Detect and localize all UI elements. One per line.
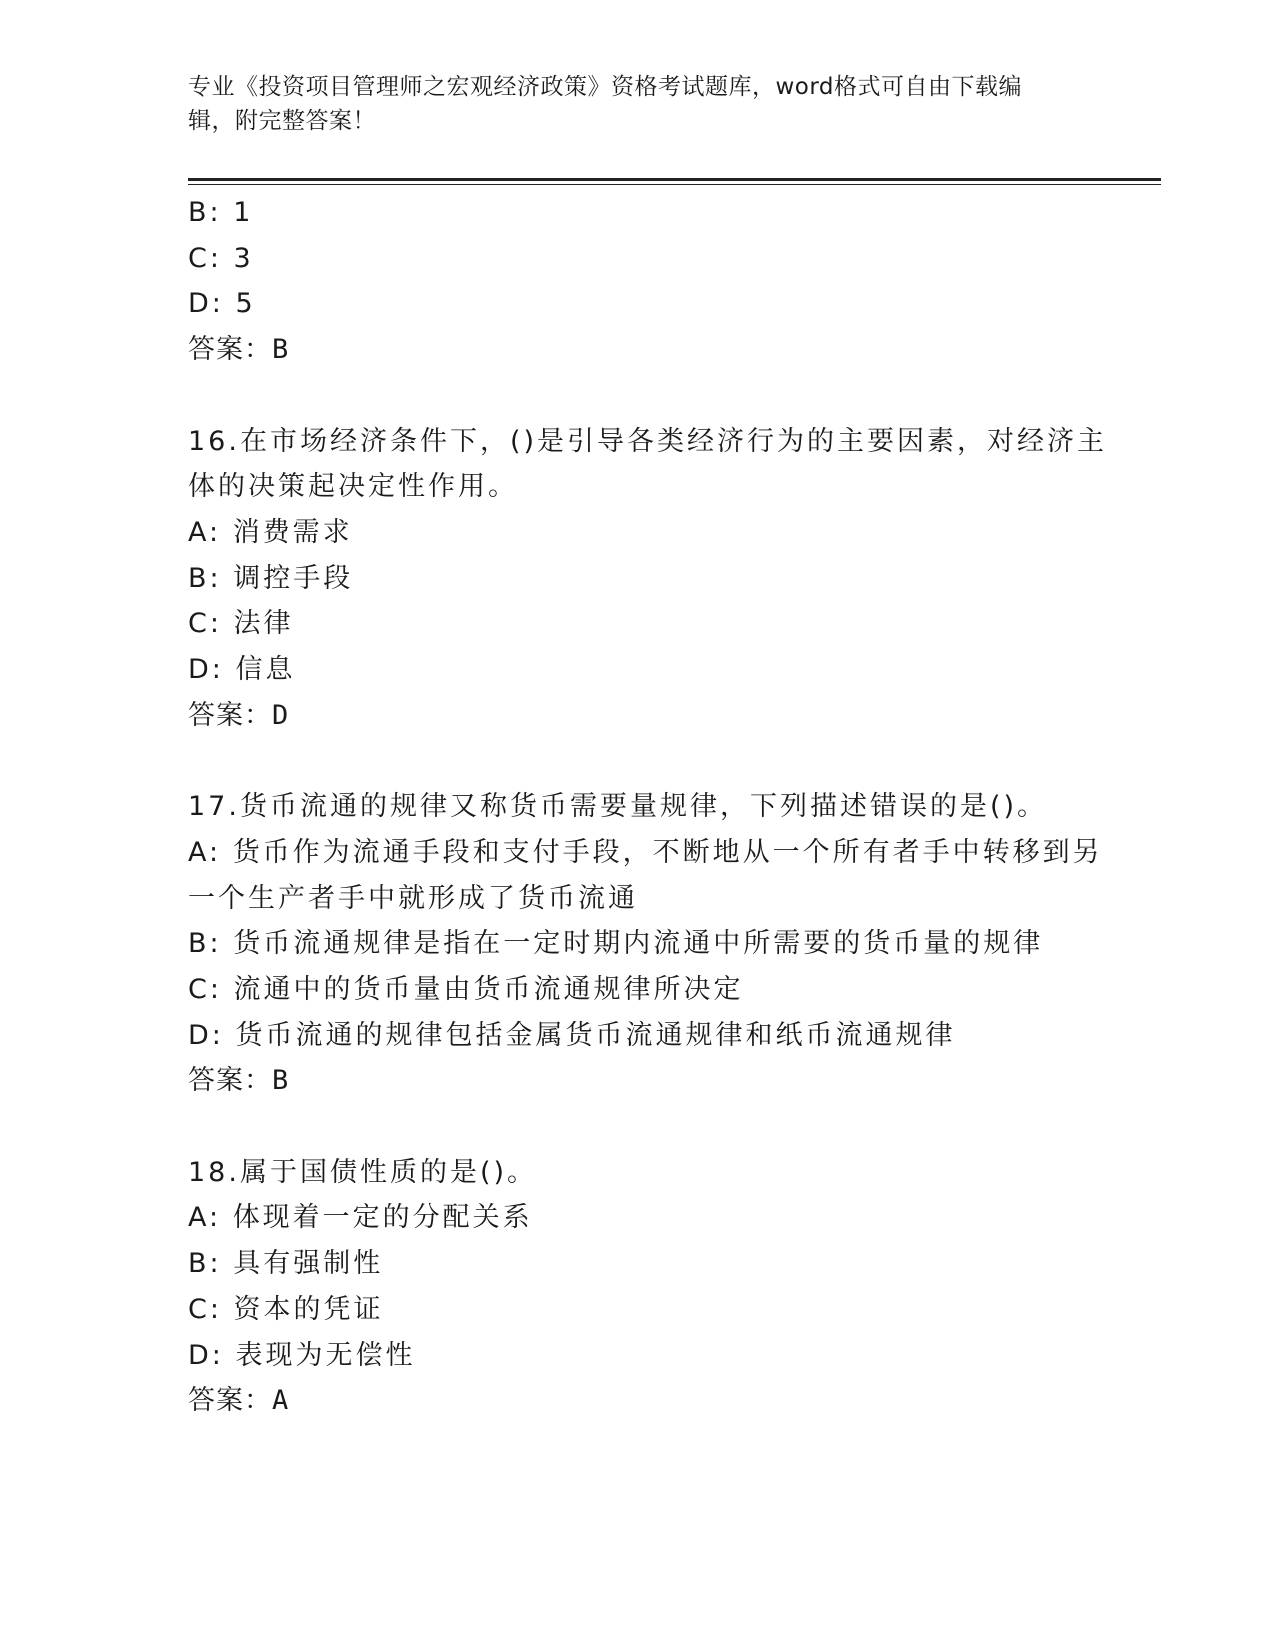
question-stem: 体的决策起决定性作用。 xyxy=(188,471,518,503)
option-a-continued: 一个生产者手中就形成了货币流通 xyxy=(188,882,638,914)
option-text: 货币流通的规律包括金属货币流通规律和纸币流通规律 xyxy=(235,1019,956,1051)
option-d xyxy=(188,1333,1088,1379)
option-label: A: xyxy=(188,836,222,868)
option-a xyxy=(188,1195,1088,1241)
option-text: 1 xyxy=(233,197,254,228)
spacer xyxy=(188,738,1088,784)
option-c xyxy=(188,967,1088,1013)
prev-question-block xyxy=(188,190,1088,373)
option-c xyxy=(188,601,1088,647)
option-text: 法律 xyxy=(233,608,294,640)
option-label: B: xyxy=(188,928,222,960)
option-label: D: xyxy=(188,1019,224,1051)
option-text: 体现着一定的分配关系 xyxy=(232,1202,533,1234)
spacer xyxy=(188,373,1088,419)
option-label: D: xyxy=(188,654,224,686)
option-text: 货币流通规律是指在一定时期内流通中所需要的货币量的规律 xyxy=(233,928,1044,960)
option-text: 表现为无偿性 xyxy=(235,1339,416,1371)
option-label: A: xyxy=(188,516,222,548)
option-text: 5 xyxy=(235,288,256,320)
option-text: 3 xyxy=(233,242,254,274)
option-c xyxy=(188,1287,1088,1333)
answer-line: 答案：B xyxy=(188,1065,290,1097)
option-d xyxy=(188,281,1088,327)
option-label: B: xyxy=(188,1248,222,1280)
option-label: C: xyxy=(188,973,222,1005)
header-divider-thin xyxy=(188,184,1161,185)
option-a xyxy=(188,510,1088,556)
answer-line: 答案：B xyxy=(188,334,290,366)
option-text: 信息 xyxy=(235,654,296,686)
answer-line: 答案：D xyxy=(188,699,290,731)
option-text: 流通中的货币量由货币流通规律所决定 xyxy=(233,973,744,1005)
option-b xyxy=(188,921,1088,967)
option-c xyxy=(188,236,1088,282)
header-line-1: 专业《投资项目管理师之宏观经济政策》资格考试题库，word格式可自由下载编 xyxy=(188,74,1023,100)
spacer xyxy=(188,1104,1088,1150)
question-stem: 18.属于国债性质的是()。 xyxy=(188,1156,538,1188)
option-label: C: xyxy=(188,1293,222,1325)
option-label: B: xyxy=(188,197,222,228)
option-label: B: xyxy=(188,562,222,594)
question-18 xyxy=(188,1150,1088,1424)
option-b xyxy=(188,190,1088,236)
question-stem: 17.货币流通的规律又称货币需要量规律，下列描述错误的是()。 xyxy=(188,791,1048,823)
question-16 xyxy=(188,419,1108,739)
option-label: D: xyxy=(188,1339,224,1371)
header-line-2: 辑，附完整答案！ xyxy=(188,108,376,134)
question-stem: 16.在市场经济条件下，()是引导各类经济行为的主要因素，对经济主 xyxy=(188,425,1108,457)
question-content xyxy=(188,190,1108,1424)
option-b xyxy=(188,1241,1088,1287)
option-b xyxy=(188,556,1088,602)
option-label: C: xyxy=(188,608,222,640)
option-d xyxy=(188,647,1088,693)
option-text: 货币作为流通手段和支付手段，不断地从一个所有者手中转移到另 xyxy=(232,836,1103,868)
option-label: C: xyxy=(188,242,222,274)
option-d xyxy=(188,1013,1088,1059)
option-a xyxy=(188,830,1103,876)
header-divider-thick xyxy=(188,178,1161,181)
option-label: D: xyxy=(188,288,224,320)
answer-line: 答案：A xyxy=(188,1385,290,1417)
option-text: 消费需求 xyxy=(232,516,353,548)
document-header xyxy=(188,70,1068,138)
option-text: 调控手段 xyxy=(233,562,354,594)
option-text: 具有强制性 xyxy=(233,1248,384,1280)
option-label: A: xyxy=(188,1202,222,1234)
question-17 xyxy=(188,784,1103,1104)
option-text: 资本的凭证 xyxy=(233,1293,384,1325)
